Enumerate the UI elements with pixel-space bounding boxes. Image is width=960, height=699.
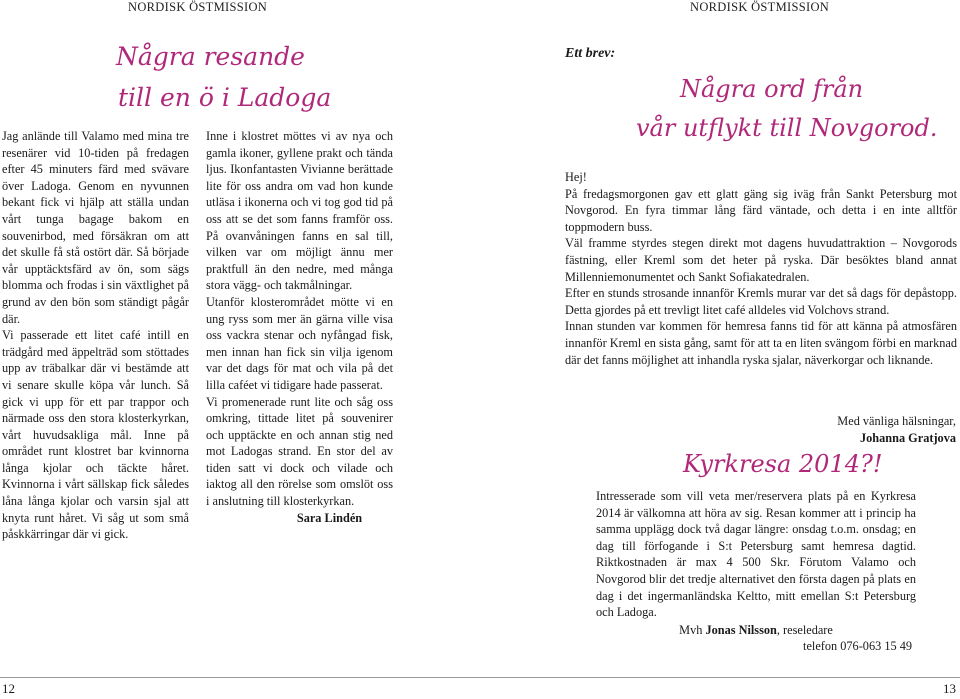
letter-label: Ett brev:: [565, 46, 616, 61]
left-signature: Sara Lindén: [296, 510, 363, 525]
left-article-title-line2: till en ö i Ladoga: [118, 83, 332, 112]
box-title: Kyrkresa 2014?!: [683, 450, 883, 478]
contact-name: Jonas Nilsson: [705, 622, 777, 637]
right-page-header: NORDISK ÖSTMISSION: [690, 0, 830, 14]
greeting: Hej!: [565, 170, 587, 184]
paragraph: Intresserade som vill veta mer/reservera plats på en Kyrkresa 2014 är välkomna att höra av sig. Resan kommer att i princip ha samma upplägg dock två dagar längre: onsdag t.o.m. onsdag; en dag till förfogande i S:t Petersburg samt hemresa dagtid. Riktkostnaden är max 4 500 Skr. Förutom Valamo och Novgorod blir det tredje alternativet den första dagen på plats en dag i det ingermanländska Keltto, mitt emellan S:t Petersburg och Ladoga.: [596, 489, 916, 620]
paragraph: Väl framme styrdes stegen direkt mot dagens huvudattraktion – Novgorods fästning, eller Kreml som det heter på ryska. Där besöktes bland annat Millenniemonumentet och Sankt Sofiakatedralen.: [565, 236, 957, 284]
closing-phrase: Med vänliga hälsningar,: [837, 414, 956, 428]
left-page-header: NORDISK ÖSTMISSION: [128, 0, 268, 14]
paragraph: Vi passerade ett litet café intill en trädgård med äppelträd som stöttades upp av träbalkar där vi bestämde att vi senare skulle köpa vår lunch. Så gick vi upp för ett par trappor och närmade oss den stora klosterkyrkan, vårt huvudsakliga mål. Inne på området runt klostret bar kvinnorna långa kjolar och täckte håret. Kvinnorna i vårt sällskap fick således låna långa kjolar och varsin sjal att knyta runt håret. Vi såg ut som små påskkärringar där vi gick.: [2, 328, 189, 542]
paragraph: Efter en stunds strosande innanför Kremls murar var det så dags för depåstopp. Detta gjordes på ett trevligt litet café alldeles vid Volchovs strand.: [565, 286, 957, 317]
box-contact: [596, 622, 916, 639]
left-column-2: [206, 128, 393, 526]
left-article-title-line1: Några resande: [116, 42, 305, 71]
paragraph: På fredagsmorgonen gav ett glatt gäng sig iväg från Sankt Petersburg mot Novgorod. En fyra timmar lång färd väntade, och detta i en inte alltför toppmodern buss.: [565, 186, 957, 234]
trip-info-box: [596, 488, 916, 655]
paragraph: Inne i klostret möttes vi av nya och gamla ikoner, gyllene prakt och tända ljus. Ikonfantasten Vivianne berättade lite för oss andra om vad hon kunde utläsa i ikonerna och vi tog god tid på oss att se det som fanns framför oss. På ovanvåningen fanns en sal till, vilken var om möjligt ännu mer praktfull än den nedre, med många stora vägg- och takmålningar.: [206, 129, 393, 293]
footer-divider: [0, 677, 960, 678]
contact-role: , reseledare: [776, 622, 833, 637]
right-page-number: 13: [943, 681, 956, 696]
paragraph: Jag anlände till Valamo med mina tre resenärer vid 10-tiden på fredagen efter 45 minuters färd med svävare över Ladoga. Genom en nyvunnen bekant fick vi hjälp att ställa undan vårt tunga bagage bakom en souvenirbod, med försäkran om att det skulle få stå ostört där. Så började vår upptäcktsfärd av ön, som sägs blomma och frodas i sin växtlighet på grund av den bön som ständigt pågår där.: [2, 129, 189, 326]
right-article-title-line1: Några ord från: [680, 75, 864, 103]
letter-body: [565, 169, 957, 368]
right-article-title-line2: vår utflykt till Novgorod.: [636, 114, 938, 142]
paragraph: Vi promenerade runt lite och såg oss omkring, tittade litet på souvenirer och upptäckte en och annan stig ned mot Ladogas strand. En stor del av tiden satt vi dock och vilade och iaktog all den rörelse som omslöt oss i anslutning till klosterkyrkan.: [206, 394, 393, 509]
box-phone: telefon 076-063 15 49: [803, 639, 912, 654]
right-signature: Johanna Gratjova: [860, 431, 956, 445]
left-column-1: [2, 128, 189, 543]
paragraph: Utanför klosterområdet mötte vi en ung ryss som mer än gärna ville visa oss vackra stenar och nyfångad fisk, men innan han fick sin vilja igenom var det dags för mat och vila på det lilla caféet vi tidigare hade passerat.: [206, 294, 393, 392]
paragraph: Innan stunden var kommen för hemresa fanns tid för att känna på atmosfären innanför Kreml en sista gång, samt för att ta en liten svängom förbi en marknad där det fanns möjlighet att inhandla ryska sjalar, näverkorgar och liknande.: [565, 319, 957, 367]
contact-prefix: Mvh: [679, 622, 706, 637]
left-page-number: 12: [2, 681, 15, 696]
letter-closing: [700, 413, 956, 447]
